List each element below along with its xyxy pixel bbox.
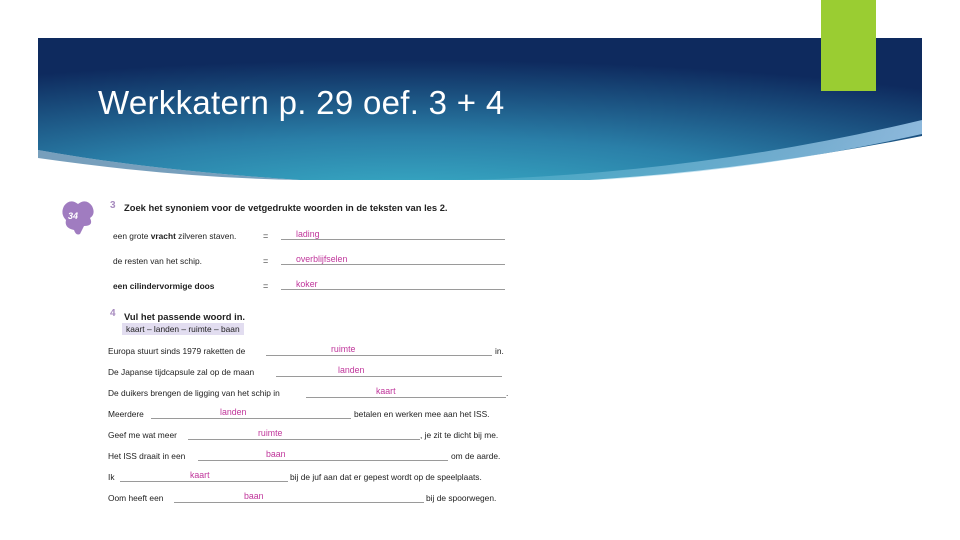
accent-bar	[821, 0, 876, 91]
ex4-answer-5: ruimte	[258, 428, 283, 438]
ex4-answer-3: kaart	[376, 386, 396, 396]
ex4-sentence-3-end: .	[506, 388, 509, 398]
ex4-sentence-8-start: Oom heeft een	[108, 493, 164, 503]
ex4-answer-4: landen	[220, 407, 247, 417]
answer-line	[174, 502, 424, 503]
ex3-equals: =	[263, 281, 269, 291]
ex4-sentence-5-start: Geef me wat meer	[108, 430, 177, 440]
answer-line	[198, 460, 448, 461]
ex4-answer-2: landen	[338, 365, 365, 375]
ex3-answer-2: overblijfselen	[296, 254, 348, 264]
ex4-answer-6: baan	[266, 449, 286, 459]
answer-line	[281, 289, 505, 290]
ex4-sentence-4-start: Meerdere	[108, 409, 144, 419]
ex4-sentence-7-end: bij de juf aan dat er gepest wordt op de speelplaats.	[290, 472, 482, 482]
ex4-sentence-7-start: Ik	[108, 472, 115, 482]
ex4-sentence-1-start: Europa stuurt sinds 1979 raketten de	[108, 346, 246, 356]
exercise-4-instruction: Vul het passende woord in.	[124, 311, 246, 322]
answer-line	[266, 355, 492, 356]
ex4-answer-8: baan	[244, 491, 264, 501]
ex3-equals: =	[263, 231, 269, 241]
answer-line	[281, 264, 505, 265]
worksheet-image	[58, 192, 520, 512]
ex4-answer-7: kaart	[190, 470, 210, 480]
ex3-row-3: een cilindervormige doos	[113, 281, 215, 291]
lesson-badge	[60, 196, 96, 236]
ex3-answer-3: koker	[296, 279, 318, 289]
exercise-4-number: 4	[110, 308, 116, 319]
answer-line	[276, 376, 502, 377]
exercise-3-number: 3	[110, 200, 116, 211]
ex3-answer-1: lading	[296, 229, 320, 239]
answer-line	[188, 439, 420, 440]
lesson-number: 34	[68, 211, 79, 221]
ex4-sentence-4-end: betalen en werken mee aan het ISS.	[354, 409, 490, 419]
answer-line	[306, 397, 506, 398]
ex4-sentence-8-end: bij de spoorwegen.	[426, 493, 497, 503]
ex3-equals: =	[263, 256, 269, 266]
ex4-sentence-3-start: De duikers brengen de ligging van het schip in	[108, 388, 280, 398]
exercise-3-instruction: Zoek het synoniem voor de vetgedrukte woorden in de teksten van les 2.	[124, 202, 448, 213]
ex4-sentence-1-end: in.	[495, 346, 504, 356]
ex3-row-1: een grote vracht zilveren staven.	[113, 231, 237, 241]
ex3-row-2: de resten van het schip.	[113, 256, 202, 266]
ex4-sentence-5-end: , je zit te dicht bij me.	[420, 430, 499, 440]
answer-line	[281, 239, 505, 240]
answer-line	[151, 418, 351, 419]
word-bank: kaart – landen – ruimte – baan	[122, 323, 244, 335]
ex4-sentence-6-end: om de aarde.	[451, 451, 501, 461]
ex4-answer-1: ruimte	[331, 344, 356, 354]
slide-title: Werkkatern p. 29 oef. 3 + 4	[98, 84, 505, 121]
answer-line	[120, 481, 288, 482]
ex4-sentence-2-start: De Japanse tijdcapsule zal op de maan	[108, 367, 255, 377]
ex4-sentence-6-start: Het ISS draait in een	[108, 451, 186, 461]
